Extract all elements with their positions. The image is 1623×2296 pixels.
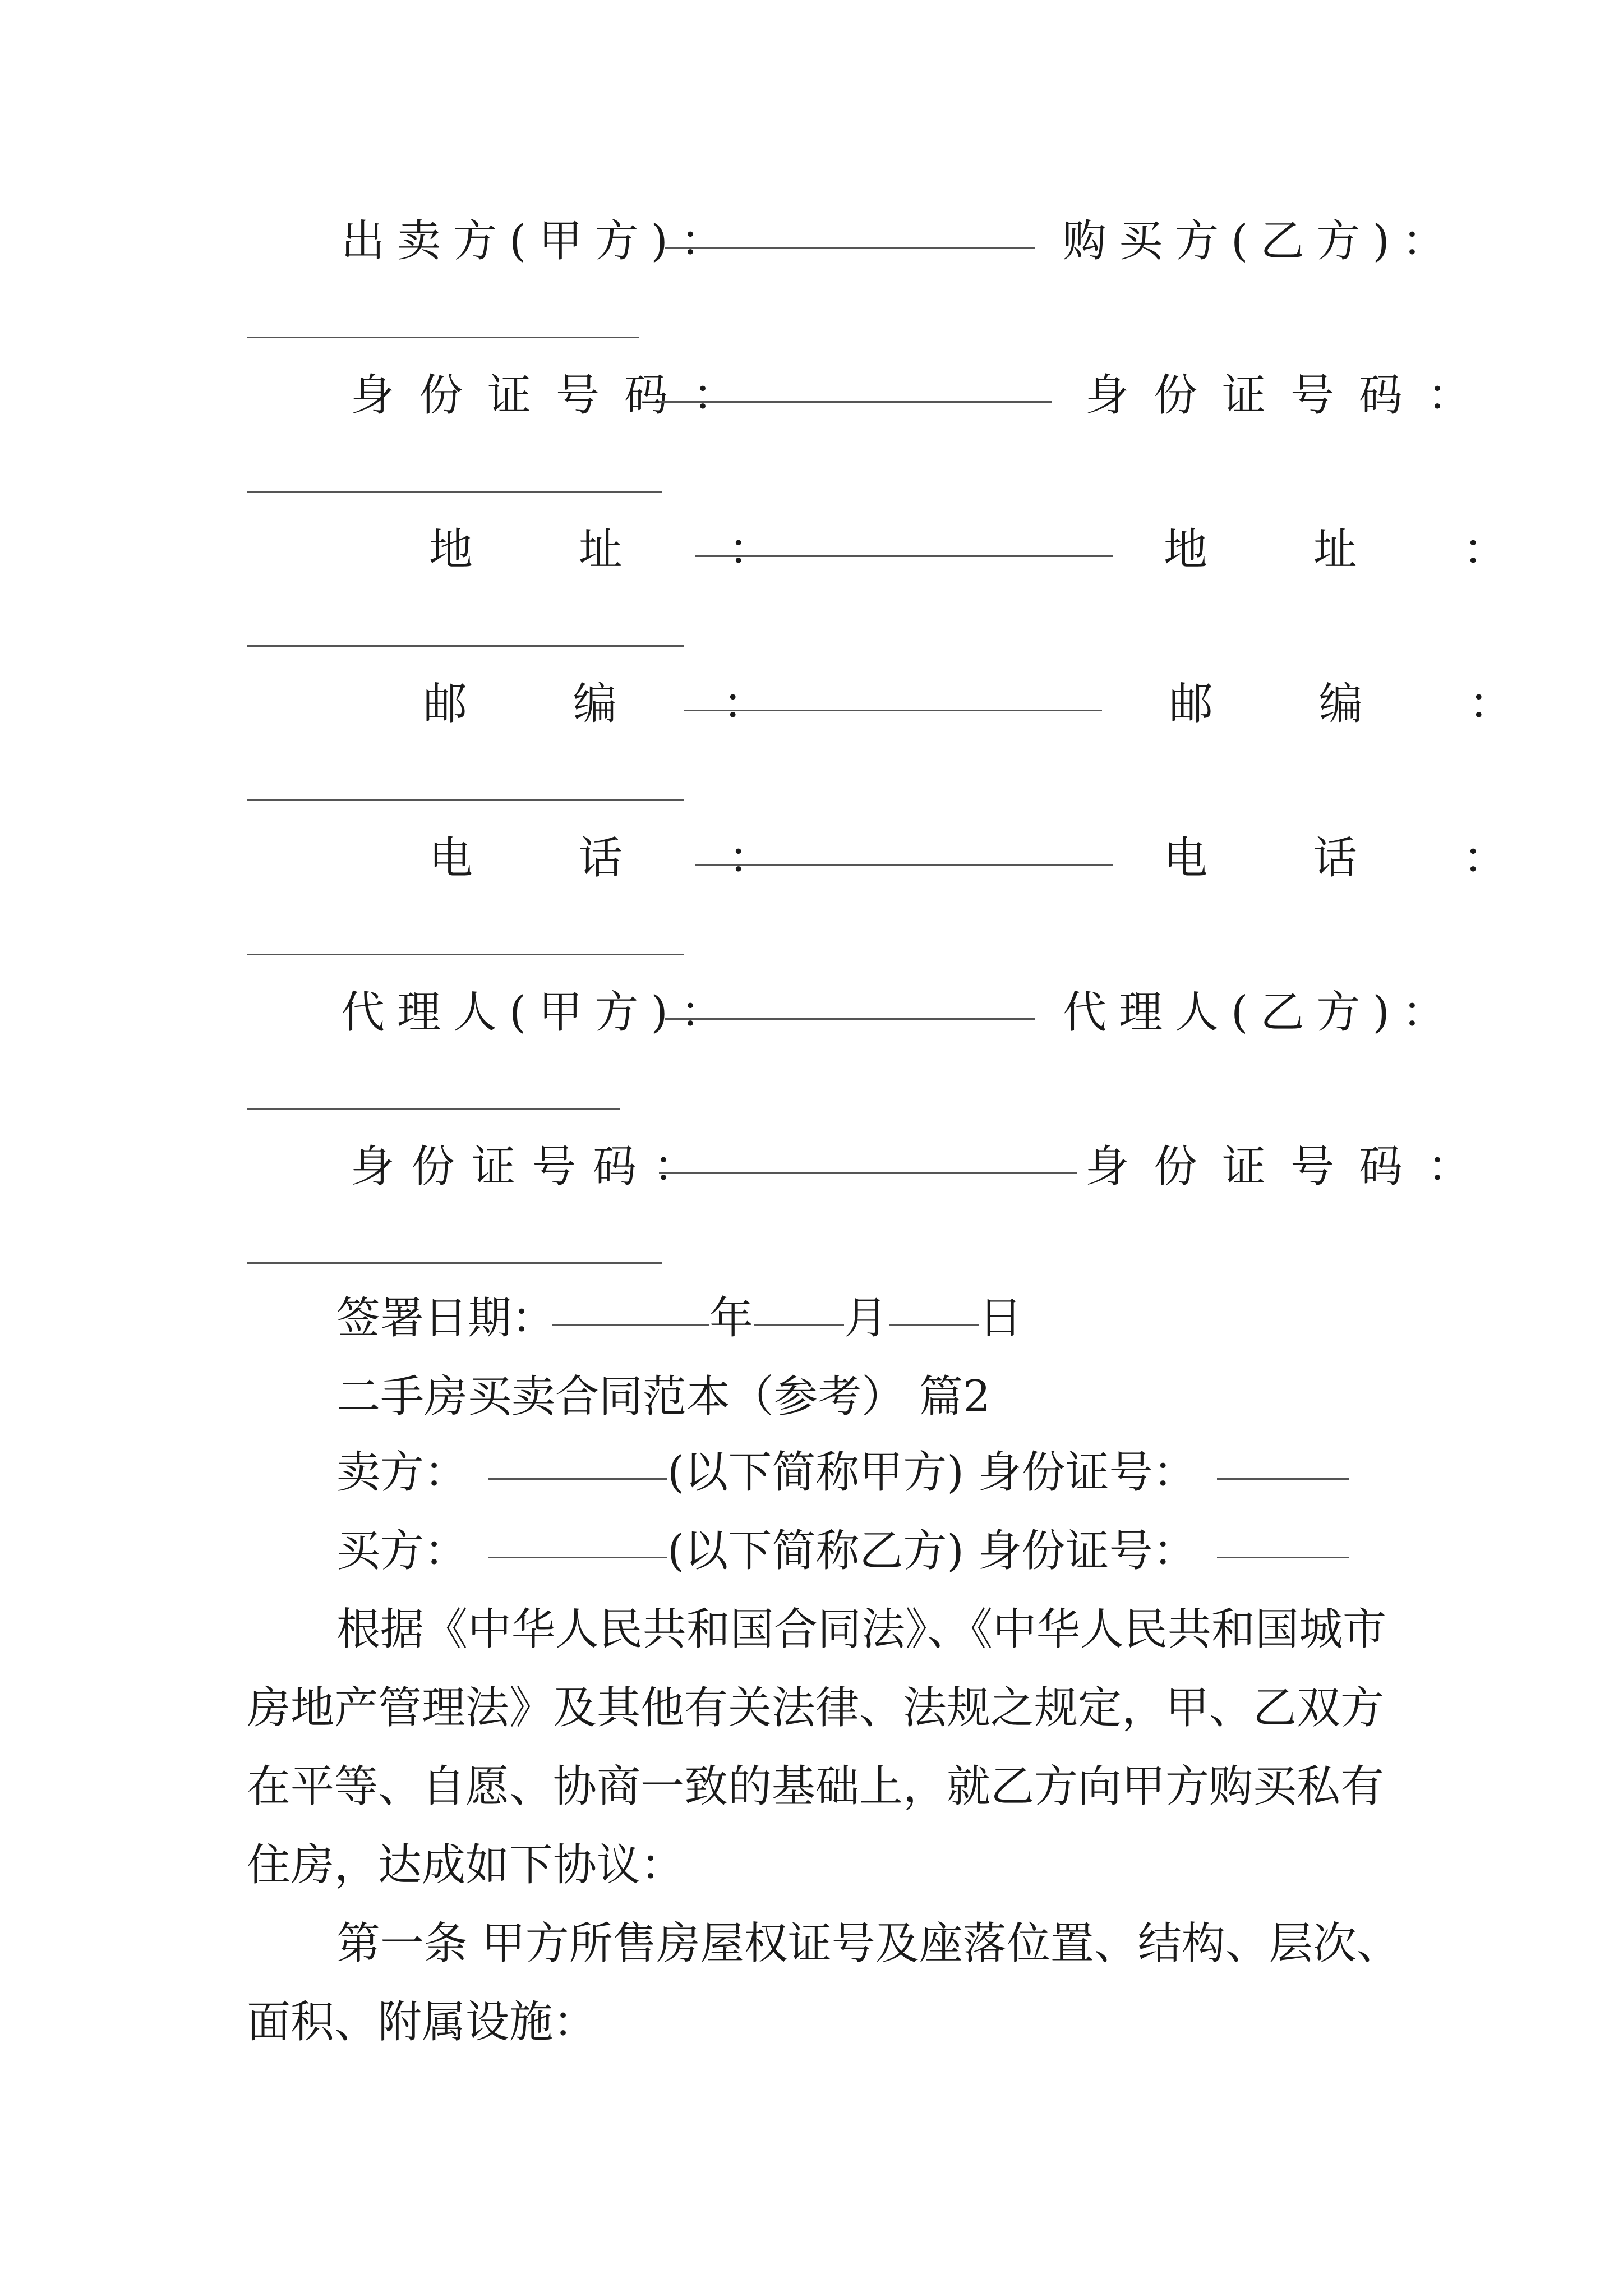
section-buyer-row (0, 1523, 1623, 1579)
sign-month-label: 月 (844, 1293, 888, 1343)
buyer-name-field[interactable] (247, 337, 639, 338)
sign-date-label: 签署日期： (336, 1293, 556, 1343)
buyer-id-field[interactable] (247, 491, 662, 493)
seller-buyer-row (0, 213, 1623, 269)
paragraph-line (247, 1680, 1384, 1736)
paragraph-line (247, 1837, 684, 1893)
seller-phone-field[interactable] (695, 864, 1113, 866)
seller-address-label: 地 址 ： (429, 524, 818, 575)
section-seller-label: 卖方： (336, 1447, 468, 1498)
seller-agent-field[interactable] (665, 1018, 1035, 1020)
sign-month-field[interactable] (754, 1324, 844, 1326)
id-row (0, 367, 1623, 424)
article-line (336, 1916, 1400, 1972)
buyer-address-label: 地 址 ： (1164, 524, 1553, 575)
paragraph-line (247, 1759, 1384, 1815)
section-title-text: 二手房买卖合同范本（参考） 篇2 (336, 1372, 991, 1422)
seller-id-label: 身份证号码： (351, 370, 762, 421)
seller-id-field[interactable] (659, 401, 1052, 403)
seller-agent-label: 代理人(甲方)： (341, 987, 736, 1038)
seller-agent-id-field[interactable] (659, 1172, 1077, 1174)
agent-id-row (0, 1139, 1623, 1195)
buyer-postcode-field[interactable] (247, 799, 684, 801)
buyer-phone-label: 电 话 ： (1164, 833, 1553, 884)
buyer-agent-id-field[interactable] (247, 1262, 662, 1264)
phone-row (0, 830, 1623, 886)
article-line (247, 1994, 597, 2050)
seller-label: 出卖方(甲方)： (341, 216, 736, 266)
sign-year-label: 年 (709, 1293, 754, 1343)
buyer-postcode-label: 邮 编 ： (1169, 679, 1559, 729)
paragraph-line (336, 1602, 1386, 1658)
buyer-label: 购买方(乙方)： (1063, 216, 1458, 266)
seller-address-field[interactable] (695, 555, 1113, 557)
sign-date-row (0, 1290, 1623, 1346)
section-buyer-id-field[interactable] (1217, 1557, 1349, 1558)
section-buyer-note: (以下简称乙方) 身份证号： (667, 1526, 1197, 1576)
section-title (336, 1369, 990, 1425)
section-seller-note: (以下简称甲方) 身份证号： (667, 1447, 1197, 1498)
article-line-text: 面积、附属设施： (247, 1997, 597, 2047)
sign-day-label: 日 (979, 1293, 1023, 1343)
address-row (0, 522, 1623, 578)
seller-name-field[interactable] (665, 247, 1035, 249)
section-buyer-name-field[interactable] (488, 1557, 667, 1558)
sign-year-field[interactable] (552, 1324, 709, 1326)
paragraph-line-text: 房地产管理法》及其他有关法律、法规之规定，甲、乙双方 (247, 1683, 1385, 1733)
seller-postcode-label: 邮 编 ： (423, 679, 813, 729)
buyer-agent-id-label: 身份证号码： (1085, 1142, 1496, 1192)
seller-agent-id-label: 身份证号码： (351, 1142, 714, 1192)
buyer-agent-label: 代理人(乙方)： (1063, 987, 1458, 1038)
seller-postcode-field[interactable] (684, 710, 1102, 711)
seller-phone-label: 电 话 ： (429, 833, 818, 884)
section-seller-name-field[interactable] (488, 1478, 667, 1480)
buyer-agent-field[interactable] (247, 1108, 620, 1110)
section-seller-row (0, 1444, 1623, 1501)
section-seller-id-field[interactable] (1217, 1478, 1349, 1480)
paragraph-line-text: 住房，达成如下协议： (247, 1840, 685, 1890)
paragraph-line-text: 根据《中华人民共和国合同法》、《中华人民共和国城市 (336, 1604, 1387, 1655)
buyer-id-label: 身份证号码： (1085, 370, 1496, 421)
section-buyer-label: 买方： (336, 1526, 468, 1576)
postcode-row (0, 676, 1623, 732)
buyer-address-field[interactable] (247, 645, 684, 647)
sign-day-field[interactable] (889, 1324, 979, 1326)
buyer-phone-field[interactable] (247, 954, 684, 955)
article-line-text: 第一条 甲方所售房屋权证号及座落位置、结构、层次、 (336, 1918, 1400, 1969)
agent-row (0, 984, 1623, 1041)
paragraph-line-text: 在平等、自愿、协商一致的基础上，就乙方向甲方购买私有 (247, 1761, 1385, 1812)
